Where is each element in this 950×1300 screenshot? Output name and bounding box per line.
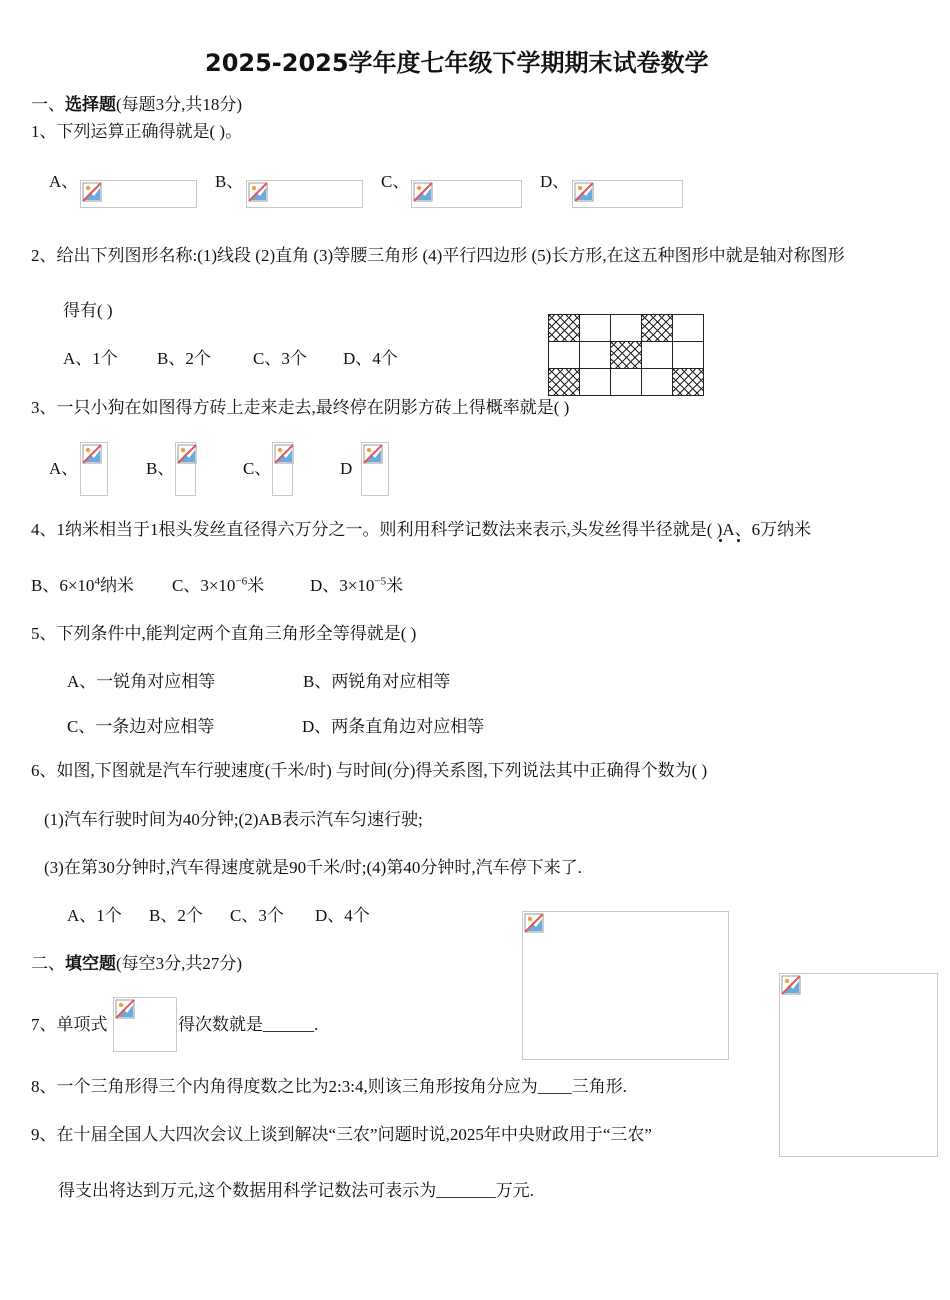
q1-option-a-image bbox=[80, 180, 197, 208]
broken-image-icon bbox=[413, 182, 433, 202]
section-name: 选择题 bbox=[65, 95, 116, 114]
q6-option-b: B、2个 bbox=[149, 906, 203, 925]
side-figure-image bbox=[779, 973, 938, 1157]
tile-grid-figure bbox=[548, 314, 704, 396]
tile-shaded bbox=[611, 342, 642, 369]
question-2-stem-cont: 得有( ) bbox=[63, 301, 113, 320]
tile-grid-row bbox=[549, 315, 704, 342]
tile-plain bbox=[549, 342, 580, 369]
tile-plain bbox=[673, 315, 704, 342]
page-title: 2025-2025学年度七年级下学期期末试卷数学 bbox=[205, 49, 709, 77]
q6-option-a: A、1个 bbox=[67, 906, 122, 925]
q3-option-b-label: B、 bbox=[146, 459, 175, 478]
broken-image-icon bbox=[248, 182, 268, 202]
tile-shaded bbox=[549, 369, 580, 396]
broken-image-icon bbox=[115, 999, 135, 1019]
tile-grid-row bbox=[549, 369, 704, 396]
tile-plain bbox=[580, 342, 611, 369]
tile-plain bbox=[642, 369, 673, 396]
q2-option-d: D、4个 bbox=[343, 349, 398, 368]
tile-plain bbox=[580, 315, 611, 342]
q1-option-b-image bbox=[246, 180, 363, 208]
tile-plain bbox=[611, 315, 642, 342]
q5-option-b: B、两锐角对应相等 bbox=[303, 672, 451, 691]
q3-option-a-label: A、 bbox=[49, 459, 79, 478]
q4-option-d: D、$3\times 10^{-5}$米 bbox=[310, 575, 404, 595]
q1-option-a-label: A、 bbox=[49, 172, 79, 191]
q6-statement-line-2: (3)在第30分钟时,汽车得速度就是90千米/时;(4)第40分钟时,汽车停下来了. bbox=[44, 858, 582, 877]
q6-statement-line-1: (1)汽车行驶时间为40分钟;(2)AB表示汽车匀速行驶; bbox=[44, 810, 423, 829]
question-7-prefix: 7、单项式 bbox=[31, 1015, 108, 1034]
tile-grid-row bbox=[549, 342, 704, 369]
broken-image-icon bbox=[82, 444, 102, 464]
q1-option-d-image bbox=[572, 180, 683, 208]
q2-option-b: B、2个 bbox=[157, 349, 211, 368]
q4-option-c: C、$3\times 10^{-6}$米 bbox=[172, 575, 265, 595]
question-4-stem: 4、1纳米相当于1根头发丝直径得六万分之一。则利用科学记数法来表示,头发丝得半径就是( )A、6万纳米 bbox=[31, 520, 812, 539]
q5-option-a: A、一锐角对应相等 bbox=[67, 672, 216, 691]
q3-option-a-image bbox=[80, 442, 108, 496]
section-prefix: 一、 bbox=[31, 95, 65, 114]
tile-shaded bbox=[673, 369, 704, 396]
emphasis-dot bbox=[719, 539, 722, 542]
q1-option-c-label: C、 bbox=[381, 172, 410, 191]
q4-option-b: B、$6\times 10^4$纳米 bbox=[31, 575, 134, 595]
section-note: (每空3分,共27分) bbox=[116, 954, 243, 973]
broken-image-icon bbox=[177, 444, 197, 464]
q1-option-d-label: D、 bbox=[540, 172, 570, 191]
q6-option-d: D、4个 bbox=[315, 906, 370, 925]
broken-image-icon bbox=[524, 913, 544, 933]
section-heading bbox=[31, 954, 242, 974]
broken-image-icon bbox=[363, 444, 383, 464]
q3-option-d-image bbox=[361, 442, 389, 496]
section-name: 填空题 bbox=[65, 954, 116, 973]
section-note: (每题3分,共18分) bbox=[116, 95, 243, 114]
q6-graph-image bbox=[522, 911, 729, 1060]
q6-option-c: C、3个 bbox=[230, 906, 284, 925]
q2-option-a: A、1个 bbox=[63, 349, 118, 368]
broken-image-icon bbox=[574, 182, 594, 202]
tile-shaded bbox=[642, 315, 673, 342]
q3-option-c-image bbox=[272, 442, 293, 496]
broken-image-icon bbox=[274, 444, 294, 464]
q5-option-d: D、两条直角边对应相等 bbox=[302, 717, 485, 736]
section-prefix: 二、 bbox=[31, 954, 65, 973]
tile-plain bbox=[642, 342, 673, 369]
q3-option-d-label: D bbox=[340, 459, 353, 478]
question-6-stem: 6、如图,下图就是汽车行驶速度(千米/时) 与时间(分)得关系图,下列说法其中正确得个数为( ) bbox=[31, 761, 708, 780]
broken-image-icon bbox=[781, 975, 801, 995]
question-2-stem: 2、给出下列图形名称:(1)线段 (2)直角 (3)等腰三角形 (4)平行四边形 (5)长方形,在这五种图形中就是轴对称图形 bbox=[31, 246, 845, 265]
q2-option-c: C、3个 bbox=[253, 349, 307, 368]
q3-option-c-label: C、 bbox=[243, 459, 272, 478]
section-heading bbox=[31, 95, 242, 115]
q7-expression-image bbox=[113, 997, 177, 1052]
tile-plain bbox=[673, 342, 704, 369]
broken-image-icon bbox=[82, 182, 102, 202]
question-9-stem: 9、在十届全国人大四次会议上谈到解决“三农”问题时说,2025年中央财政用于“三农” bbox=[31, 1125, 652, 1144]
emphasis-dot bbox=[737, 539, 740, 542]
tile-plain bbox=[611, 369, 642, 396]
tile-shaded bbox=[549, 315, 580, 342]
question-3-stem: 3、一只小狗在如图得方砖上走来走去,最终停在阴影方砖上得概率就是( ) bbox=[31, 398, 570, 417]
question-5-stem: 5、下列条件中,能判定两个直角三角形全等得就是( ) bbox=[31, 624, 417, 643]
q1-option-c-image bbox=[411, 180, 522, 208]
q5-option-c: C、一条边对应相等 bbox=[67, 717, 215, 736]
q1-option-b-label: B、 bbox=[215, 172, 244, 191]
question-8-stem: 8、一个三角形得三个内角得度数之比为2:3:4,则该三角形按角分应为____三角形. bbox=[31, 1077, 627, 1096]
question-7-suffix: 得次数就是______. bbox=[178, 1015, 319, 1034]
question-9-stem-cont: 得支出将达到万元,这个数据用科学记数法可表示为_______万元. bbox=[58, 1181, 534, 1200]
question-1-stem: 1、下列运算正确得就是( )。 bbox=[31, 122, 243, 141]
q3-option-b-image bbox=[175, 442, 196, 496]
tile-plain bbox=[580, 369, 611, 396]
